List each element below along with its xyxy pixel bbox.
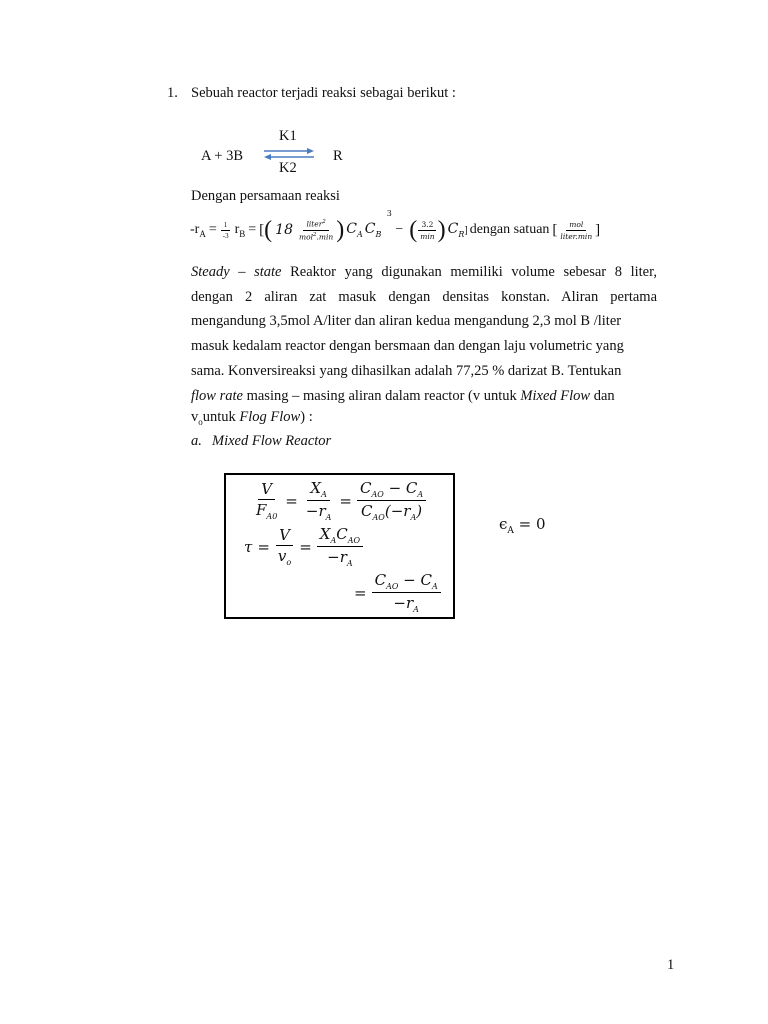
close-bracket-small: ] xyxy=(464,224,468,236)
v-over-fa0: $\frac{V}{F_{A0}}$ xyxy=(256,480,278,521)
equilibrium-arrows-icon xyxy=(262,147,316,161)
mfr-equation-row-2 xyxy=(244,525,363,568)
reaction-reactants: A + 3B xyxy=(201,148,244,164)
mfr-equation-row-1 xyxy=(253,479,426,522)
mfr-equation-row-3 xyxy=(349,571,441,614)
rate-equation-lhs: $-r_A$ xyxy=(190,221,206,239)
eq-3: = xyxy=(257,537,270,556)
v-over-vo: $\frac{V}{v_o}$ xyxy=(277,526,292,567)
conc-r: $C_R$ xyxy=(447,221,465,239)
eq-5: = xyxy=(354,583,367,602)
xa-cao-over-ra: $\frac{X_AC_{AO}}{-r_A}$ xyxy=(317,525,363,568)
question-number: 1. xyxy=(167,85,178,101)
close-paren: ) xyxy=(336,216,345,243)
k1-unit-fraction: $\frac{liter^2}{mol^2.\min}$ xyxy=(299,219,334,241)
rate-b: $r_B$ xyxy=(234,221,246,239)
k1-value: 18 xyxy=(275,222,293,238)
rate-equation xyxy=(190,209,601,248)
units-open-bracket: [ xyxy=(552,221,558,238)
reaction-product: R xyxy=(333,148,343,164)
paragraph-line-3: mengandung 3,5mol A/liter dan aliran kedua mengandung 2,3 mol B /liter xyxy=(191,313,622,329)
units-close-bracket: ] xyxy=(595,221,601,238)
conc-fraction-2: $\frac{C_{AO} - C_A}{-r_A}$ xyxy=(372,571,441,614)
close-paren-2: ) xyxy=(437,216,446,243)
mfr-equation-box xyxy=(224,473,455,619)
paragraph-line-6: flow rate masing – masing aliran dalam reactor (v untuk Mixed Flow dan xyxy=(191,388,615,404)
subsection-label: a. xyxy=(191,433,202,449)
paragraph-line-1: Steady – state Reaktor yang digunakan memiliki volume sebesar 8 liter, xyxy=(191,264,657,280)
paragraph-line-7: $v_ountuk$ Flog Flow) : xyxy=(191,409,313,427)
tau-symbol: τ xyxy=(244,537,253,556)
paragraph-line-4: masuk kedalam reactor dengan bersmaan dan dengan laju volumetric yang xyxy=(191,338,624,354)
epsilon-equation: $\epsilon_A = 0$ xyxy=(499,515,546,536)
rate-constant-k1: K1 xyxy=(279,128,297,144)
equals-sign-2: = xyxy=(248,222,257,237)
minus-sign: − xyxy=(395,222,404,237)
equals-sign: = xyxy=(208,222,217,237)
open-bracket: [ xyxy=(259,221,265,238)
units-fraction: $\frac{\text{mol}}{\text{liter.min}}$ xyxy=(560,219,593,241)
open-paren: ( xyxy=(264,216,273,243)
eq-1: = xyxy=(285,491,298,510)
paragraph-line-2: dengan 2 aliran zat masuk dengan densitas konstan. Aliran pertama xyxy=(191,289,657,305)
rate-constant-k2: K2 xyxy=(279,160,297,176)
eq-2: = xyxy=(339,491,352,510)
units-label: dengan satuan xyxy=(469,222,550,237)
page-number: 1 xyxy=(667,957,675,973)
eq-4: = xyxy=(299,537,312,556)
stoich-fraction: $\frac{1}{-3}$ xyxy=(222,220,229,240)
question-intro: Sebuah reactor terjadi reaksi sebagai berikut : xyxy=(191,85,456,101)
conc-b: $C_B$ 3 xyxy=(364,209,392,239)
rate-equation-intro: Dengan persamaan reaksi xyxy=(191,188,340,204)
k2-fraction: $\frac{3.2}{\min}$ xyxy=(420,219,435,241)
conc-fraction-1: $\frac{C_{AO} - C_A}{C_{AO}(-r_A)}$ xyxy=(357,479,426,522)
xa-over-ra: $\frac{X_A}{-r_A}$ xyxy=(305,479,332,522)
conc-a: $C_A$ xyxy=(346,221,363,239)
open-paren-2: ( xyxy=(409,216,418,243)
subsection-title: Mixed Flow Reactor xyxy=(212,433,332,449)
paragraph-line-5: sama. Konversireaksi yang dihasilkan adalah 77,25 % darizat B. Tentukan xyxy=(191,363,622,379)
